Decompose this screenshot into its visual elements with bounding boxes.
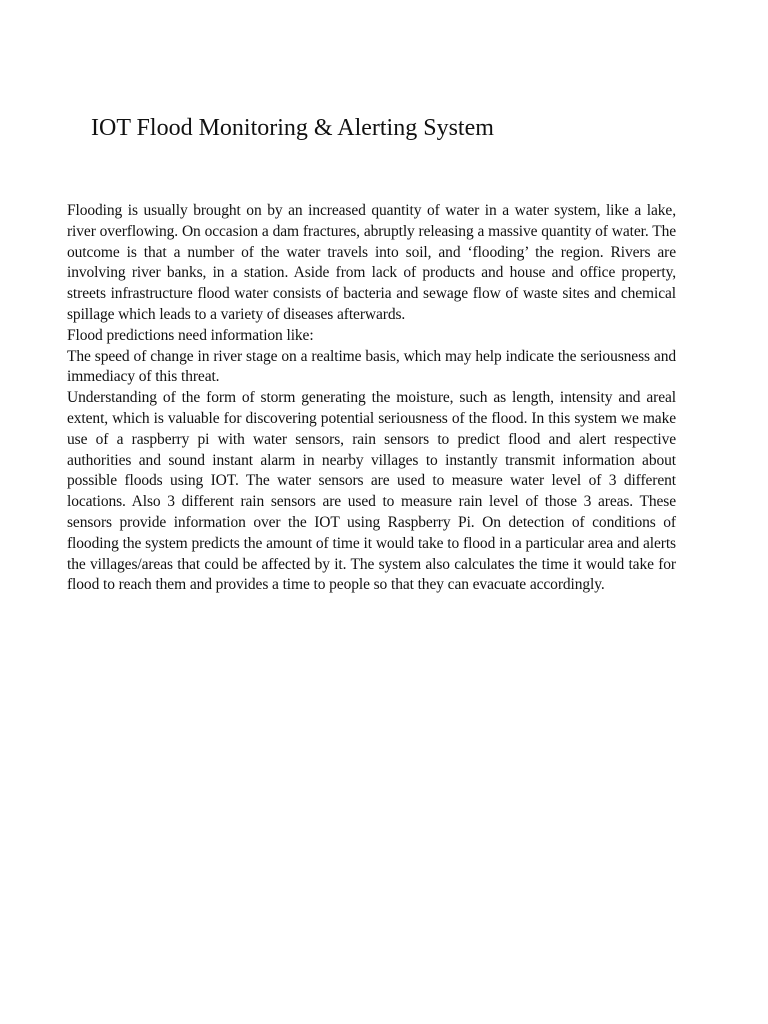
document-body bbox=[67, 201, 676, 596]
paragraph-system-description: Understanding of the form of storm generating the moisture, such as length, intensity and areal extent, which is valuable for discovering potential seriousness of the flood. In this system we make use of a raspberry pi with water sensors, rain sensors to predict flood and alert respective authorities and sound instant alarm in nearby villages to instantly transmit information about possible floods using IOT. The water sensors are used to measure water level of 3 different locations. Also 3 different rain sensors are used to measure rain level of those 3 areas. These sensors provide information over the IOT using Raspberry Pi. On detection of conditions of flooding the system predicts the amount of time it would take to flood in a particular area and alerts the villages/areas that could be affected by it. The system also calculates the time it would take for flood to reach them and provides a time to people so that they can evacuate accordingly. bbox=[67, 389, 676, 594]
paragraph-flood-predictions: Flood predictions need information like: bbox=[67, 326, 314, 344]
paragraph-river-stage: The speed of change in river stage on a realtime basis, which may help indicate the seriousness and immediacy of this threat. bbox=[67, 347, 676, 386]
paragraph-flooding-intro: Flooding is usually brought on by an increased quantity of water in a water system, like a lake, river overflowing. On occasion a dam fractures, abruptly releasing a massive quantity of water. The outcome is that a number of the water travels into soil, and ‘flooding’ the region. Rivers are involving river banks, in a station. Aside from lack of products and house and office property, streets infrastructure flood water consists of bacteria and sewage flow of waste sites and chemical spillage which leads to a variety of diseases afterwards. bbox=[67, 202, 676, 323]
document-title: IOT Flood Monitoring & Alerting System bbox=[91, 115, 494, 141]
